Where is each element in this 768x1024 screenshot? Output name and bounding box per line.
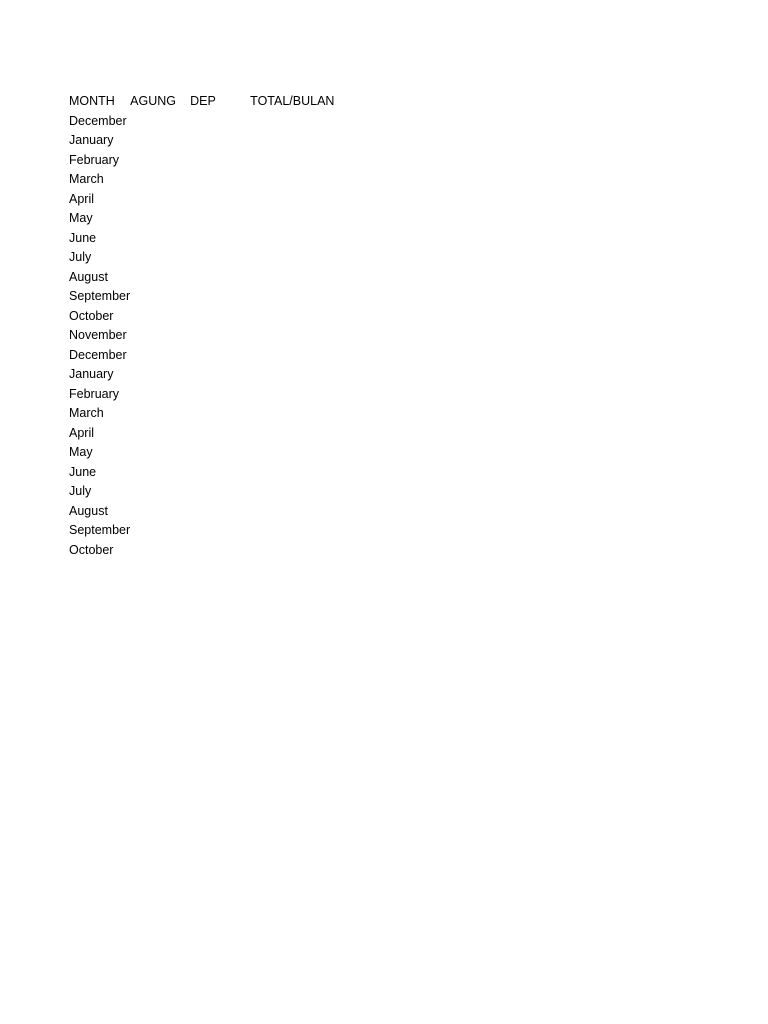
cell-agung[interactable] xyxy=(130,248,190,268)
cell-dep[interactable] xyxy=(190,209,250,229)
table-row xyxy=(69,268,350,288)
table-row xyxy=(69,287,350,307)
cell-agung[interactable] xyxy=(130,482,190,502)
table-row xyxy=(69,112,350,132)
cell-agung[interactable] xyxy=(130,385,190,405)
cell-total-bulan[interactable] xyxy=(250,151,350,171)
cell-total-bulan[interactable] xyxy=(250,112,350,132)
header-total-bulan[interactable]: TOTAL/BULAN xyxy=(250,94,335,108)
table-row xyxy=(69,482,350,502)
cell-dep[interactable] xyxy=(190,541,250,561)
cell-month[interactable]: September xyxy=(69,523,131,537)
header-dep[interactable]: DEP xyxy=(190,94,216,108)
cell-total-bulan[interactable] xyxy=(250,248,350,268)
cell-dep[interactable] xyxy=(190,502,250,522)
cell-month[interactable]: August xyxy=(69,503,108,518)
cell-dep[interactable] xyxy=(190,112,250,132)
table-row xyxy=(69,521,350,541)
cell-month[interactable]: June xyxy=(69,230,97,245)
header-row xyxy=(69,92,350,112)
cell-agung[interactable] xyxy=(130,268,190,288)
table-row xyxy=(69,151,350,171)
cell-agung[interactable] xyxy=(130,424,190,444)
table-row xyxy=(69,424,350,444)
cell-total-bulan[interactable] xyxy=(250,424,350,444)
table-row xyxy=(69,131,350,151)
cell-month[interactable]: July xyxy=(69,484,92,498)
table-row xyxy=(69,190,350,210)
cell-agung[interactable] xyxy=(130,463,190,483)
cell-total-bulan[interactable] xyxy=(250,307,350,327)
cell-month[interactable]: March xyxy=(69,172,104,186)
table-row xyxy=(69,404,350,424)
cell-month[interactable]: November xyxy=(69,328,127,342)
cell-agung[interactable] xyxy=(130,229,190,249)
table-row xyxy=(69,346,350,366)
cell-month[interactable]: January xyxy=(69,133,114,147)
cell-month[interactable]: January xyxy=(69,367,114,381)
header-month[interactable]: MONTH xyxy=(69,94,115,108)
cell-dep[interactable] xyxy=(190,424,250,444)
table-row xyxy=(69,326,350,346)
table-row xyxy=(69,229,350,249)
cell-total-bulan[interactable] xyxy=(250,170,350,190)
cell-month[interactable]: February xyxy=(69,152,120,167)
table-row xyxy=(69,443,350,463)
cell-agung[interactable] xyxy=(130,365,190,385)
cell-month[interactable]: May xyxy=(69,445,93,459)
cell-dep[interactable] xyxy=(190,190,250,210)
table-row xyxy=(69,365,350,385)
spreadsheet-page xyxy=(69,92,350,560)
cell-total-bulan[interactable] xyxy=(250,190,350,210)
cell-dep[interactable] xyxy=(190,443,250,463)
cell-dep[interactable] xyxy=(190,385,250,405)
table-body xyxy=(69,112,350,561)
cell-total-bulan[interactable] xyxy=(250,502,350,522)
cell-dep[interactable] xyxy=(190,404,250,424)
cell-dep[interactable] xyxy=(190,170,250,190)
cell-agung[interactable] xyxy=(130,443,190,463)
cell-month[interactable]: May xyxy=(69,211,93,225)
cell-total-bulan[interactable] xyxy=(250,209,350,229)
cell-dep[interactable] xyxy=(190,346,250,366)
cell-dep[interactable] xyxy=(190,287,250,307)
cell-total-bulan[interactable] xyxy=(250,365,350,385)
cell-dep[interactable] xyxy=(190,326,250,346)
cell-agung[interactable] xyxy=(130,346,190,366)
cell-month[interactable]: December xyxy=(69,347,127,362)
cell-total-bulan[interactable] xyxy=(250,346,350,366)
cell-month[interactable]: April xyxy=(69,425,95,440)
cell-month[interactable]: September xyxy=(69,289,131,303)
cell-month[interactable]: March xyxy=(69,406,104,420)
table-row xyxy=(69,248,350,268)
cell-agung[interactable] xyxy=(130,326,190,346)
cell-dep[interactable] xyxy=(190,131,250,151)
cell-month[interactable]: June xyxy=(69,464,97,479)
cell-dep[interactable] xyxy=(190,463,250,483)
cell-month[interactable]: October xyxy=(69,542,114,557)
cell-agung[interactable] xyxy=(130,209,190,229)
table-row xyxy=(69,209,350,229)
table-row xyxy=(69,307,350,327)
cell-agung[interactable] xyxy=(130,541,190,561)
cell-agung[interactable] xyxy=(130,287,190,307)
cell-total-bulan[interactable] xyxy=(250,463,350,483)
cell-dep[interactable] xyxy=(190,229,250,249)
cell-dep[interactable] xyxy=(190,482,250,502)
cell-month[interactable]: October xyxy=(69,308,114,323)
cell-agung[interactable] xyxy=(130,502,190,522)
cell-dep[interactable] xyxy=(190,307,250,327)
cell-total-bulan[interactable] xyxy=(250,541,350,561)
cell-month[interactable]: July xyxy=(69,250,92,264)
table-row xyxy=(69,385,350,405)
cell-agung[interactable] xyxy=(130,404,190,424)
cell-dep[interactable] xyxy=(190,248,250,268)
cell-month[interactable]: February xyxy=(69,386,120,401)
cell-total-bulan[interactable] xyxy=(250,131,350,151)
cell-dep[interactable] xyxy=(190,521,250,541)
table-row xyxy=(69,170,350,190)
cell-month[interactable]: December xyxy=(69,113,127,128)
cell-total-bulan[interactable] xyxy=(250,482,350,502)
table-row xyxy=(69,463,350,483)
cell-agung[interactable] xyxy=(130,151,190,171)
cell-total-bulan[interactable] xyxy=(250,287,350,307)
cell-agung[interactable] xyxy=(130,190,190,210)
cell-dep[interactable] xyxy=(190,151,250,171)
table-header xyxy=(69,92,350,112)
table-row xyxy=(69,541,350,561)
cell-agung[interactable] xyxy=(130,131,190,151)
cell-dep[interactable] xyxy=(190,268,250,288)
cell-agung[interactable] xyxy=(130,112,190,132)
cell-dep[interactable] xyxy=(190,365,250,385)
cell-total-bulan[interactable] xyxy=(250,326,350,346)
cell-agung[interactable] xyxy=(130,307,190,327)
table-row xyxy=(69,502,350,522)
cell-month[interactable]: April xyxy=(69,191,95,206)
cell-total-bulan[interactable] xyxy=(250,229,350,249)
cell-agung[interactable] xyxy=(130,521,190,541)
cell-total-bulan[interactable] xyxy=(250,443,350,463)
cell-total-bulan[interactable] xyxy=(250,268,350,288)
cell-total-bulan[interactable] xyxy=(250,404,350,424)
cell-month[interactable]: August xyxy=(69,269,108,284)
cell-total-bulan[interactable] xyxy=(250,385,350,405)
cell-agung[interactable] xyxy=(130,170,190,190)
month-table xyxy=(69,92,350,560)
cell-total-bulan[interactable] xyxy=(250,521,350,541)
header-agung[interactable]: AGUNG xyxy=(130,94,176,108)
